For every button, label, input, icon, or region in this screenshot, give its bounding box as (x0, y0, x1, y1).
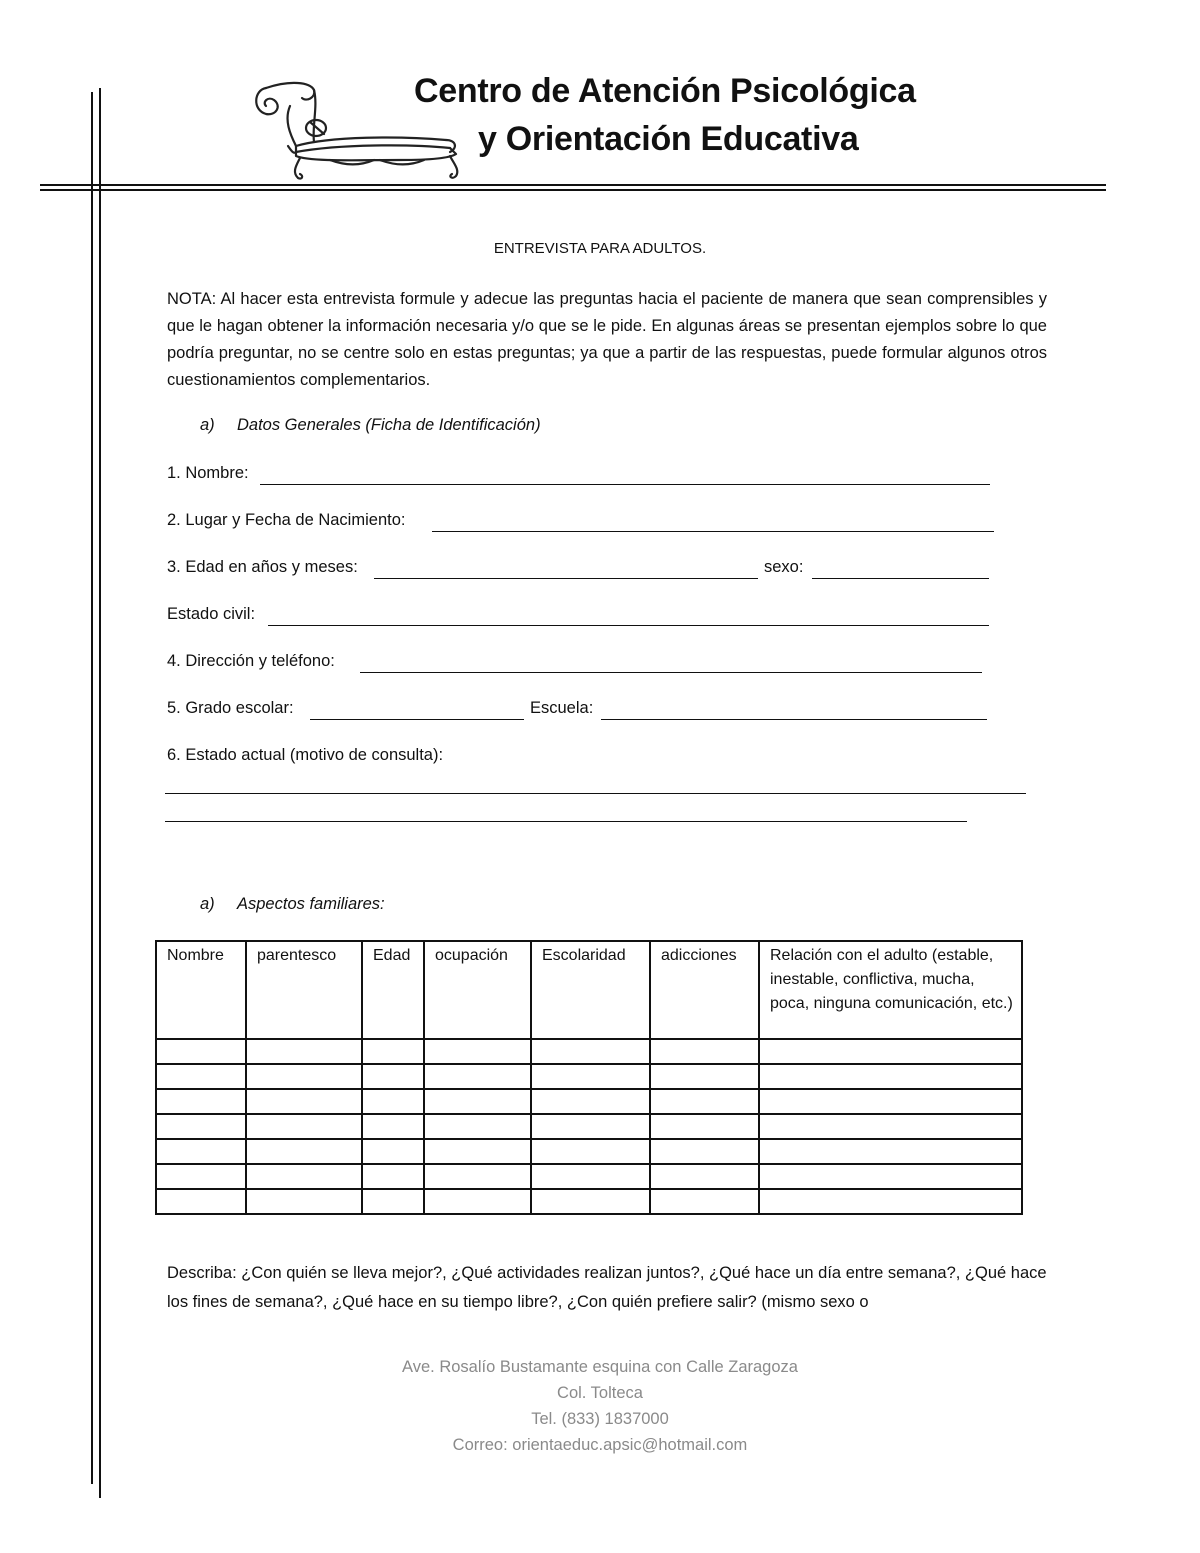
table-cell[interactable] (246, 1139, 362, 1164)
table-cell[interactable] (424, 1039, 531, 1064)
header-rule-upper (40, 184, 1106, 186)
column-header-adicciones: adicciones (650, 941, 759, 1039)
direccion-input-line[interactable] (360, 672, 982, 673)
table-cell[interactable] (424, 1064, 531, 1089)
table-cell[interactable] (531, 1139, 650, 1164)
grado-input-line[interactable] (310, 719, 524, 720)
table-cell[interactable] (650, 1164, 759, 1189)
section-letter: a) (200, 895, 215, 913)
table-cell[interactable] (759, 1189, 1022, 1214)
field-label-nombre: 1. Nombre: (167, 464, 249, 482)
section-title: Datos Generales (Ficha de Identificación) (237, 416, 541, 434)
field-label-lugar-fecha: 2. Lugar y Fecha de Nacimiento: (167, 511, 406, 529)
section-general-data-heading (200, 416, 541, 435)
table-row (156, 1039, 1022, 1064)
field-label-estado-actual: 6. Estado actual (motivo de consulta): (167, 746, 444, 764)
table-cell[interactable] (759, 1164, 1022, 1189)
header-rule-lower (40, 189, 1106, 191)
field-label-grado: 5. Grado escolar: (167, 699, 294, 717)
table-cell[interactable] (759, 1089, 1022, 1114)
center-name-line2: y Orientación Educativa (478, 120, 859, 158)
table-cell[interactable] (156, 1064, 246, 1089)
column-header-edad: Edad (362, 941, 424, 1039)
field-label-direccion: 4. Dirección y teléfono: (167, 652, 335, 670)
table-cell[interactable] (362, 1164, 424, 1189)
left-margin-line-outer (91, 92, 93, 1484)
table-cell[interactable] (362, 1114, 424, 1139)
table-cell[interactable] (246, 1114, 362, 1139)
table-cell[interactable] (424, 1089, 531, 1114)
table-row (156, 1164, 1022, 1189)
family-table (155, 940, 1023, 1215)
table-row (156, 1139, 1022, 1164)
table-cell[interactable] (531, 1114, 650, 1139)
table-row (156, 1089, 1022, 1114)
table-cell[interactable] (759, 1064, 1022, 1089)
table-cell[interactable] (156, 1039, 246, 1064)
table-cell[interactable] (362, 1189, 424, 1214)
section-family-heading (200, 895, 385, 914)
table-cell[interactable] (531, 1064, 650, 1089)
table-cell[interactable] (531, 1189, 650, 1214)
table-cell[interactable] (246, 1164, 362, 1189)
table-cell[interactable] (156, 1139, 246, 1164)
table-cell[interactable] (650, 1189, 759, 1214)
column-header-escolaridad: Escolaridad (531, 941, 650, 1039)
table-row (156, 1114, 1022, 1139)
table-cell[interactable] (156, 1089, 246, 1114)
footer-colonia: Col. Tolteca (557, 1384, 643, 1402)
column-header-nombre: Nombre (156, 941, 246, 1039)
table-header-row (156, 941, 1022, 1039)
field-label-edad: 3. Edad en años y meses: (167, 558, 358, 576)
sexo-input-line[interactable] (812, 578, 989, 579)
column-header-ocupacion: ocupación (424, 941, 531, 1039)
table-cell[interactable] (531, 1089, 650, 1114)
footer-phone: Tel. (833) 1837000 (531, 1410, 669, 1428)
table-cell[interactable] (424, 1139, 531, 1164)
table-cell[interactable] (246, 1064, 362, 1089)
nombre-input-line[interactable] (260, 484, 990, 485)
estado-actual-input-line-2[interactable] (165, 821, 967, 822)
edad-input-line[interactable] (374, 578, 758, 579)
document-heading: ENTREVISTA PARA ADULTOS. (493, 240, 707, 257)
table-cell[interactable] (246, 1089, 362, 1114)
table-cell[interactable] (424, 1164, 531, 1189)
table-cell[interactable] (362, 1064, 424, 1089)
footer-address: Ave. Rosalío Bustamante esquina con Calle Zaragoza (402, 1358, 798, 1376)
table-cell[interactable] (362, 1039, 424, 1064)
table-cell[interactable] (362, 1089, 424, 1114)
field-label-sexo: sexo: (764, 558, 804, 576)
table-cell[interactable] (156, 1114, 246, 1139)
estado-civil-input-line[interactable] (268, 625, 989, 626)
field-label-escuela: Escuela: (530, 699, 594, 717)
left-margin-line-inner (99, 88, 101, 1498)
footer-email: Correo: orientaeduc.apsic@hotmail.com (452, 1436, 748, 1454)
column-header-relacion: Relación con el adulto (estable, inestable, conflictiva, mucha, poca, ninguna comunicación, etc.) (759, 941, 1022, 1039)
instructions-note: NOTA: Al hacer esta entrevista formule y adecue las preguntas hacia el paciente de manera que sean comprensibles y que le hagan obtener la información necesaria y/o que se le pide. En algunas áreas se presentan ejemplos sobre lo que podría preguntar, no se centre solo en estas preguntas; ya que a partir de las respuestas, puede formular algunos otros cuestionamientos complementarios. (167, 290, 1047, 389)
table-cell[interactable] (650, 1089, 759, 1114)
table-cell[interactable] (650, 1139, 759, 1164)
center-name-line1: Centro de Atención Psicológica (414, 72, 916, 110)
table-cell[interactable] (759, 1039, 1022, 1064)
lugar-fecha-input-line[interactable] (432, 531, 994, 532)
table-cell[interactable] (531, 1039, 650, 1064)
table-cell[interactable] (759, 1114, 1022, 1139)
table-cell[interactable] (424, 1189, 531, 1214)
table-cell[interactable] (246, 1039, 362, 1064)
table-cell[interactable] (424, 1114, 531, 1139)
table-cell[interactable] (650, 1064, 759, 1089)
estado-actual-input-line-1[interactable] (165, 793, 1026, 794)
table-row (156, 1064, 1022, 1089)
footer-contact (0, 1354, 1200, 1458)
field-label-estado-civil: Estado civil: (167, 605, 256, 623)
table-cell[interactable] (156, 1189, 246, 1214)
escuela-input-line[interactable] (601, 719, 987, 720)
section-title: Aspectos familiares: (237, 895, 385, 913)
table-cell[interactable] (531, 1164, 650, 1189)
table-row (156, 1189, 1022, 1214)
column-header-parentesco: parentesco (246, 941, 362, 1039)
table-cell[interactable] (650, 1039, 759, 1064)
table-cell[interactable] (246, 1189, 362, 1214)
describe-prompt: Describa: ¿Con quién se lleva mejor?, ¿Qué actividades realizan juntos?, ¿Qué hace un día entre semana?, ¿Qué hace los fines de semana?, ¿Qué hace en su tiempo libre?, ¿Con quién prefiere salir? (mismo sexo o (167, 1264, 1047, 1311)
section-letter: a) (200, 416, 215, 434)
table-cell[interactable] (156, 1164, 246, 1189)
table-cell[interactable] (362, 1139, 424, 1164)
table-cell[interactable] (759, 1139, 1022, 1164)
table-cell[interactable] (650, 1114, 759, 1139)
